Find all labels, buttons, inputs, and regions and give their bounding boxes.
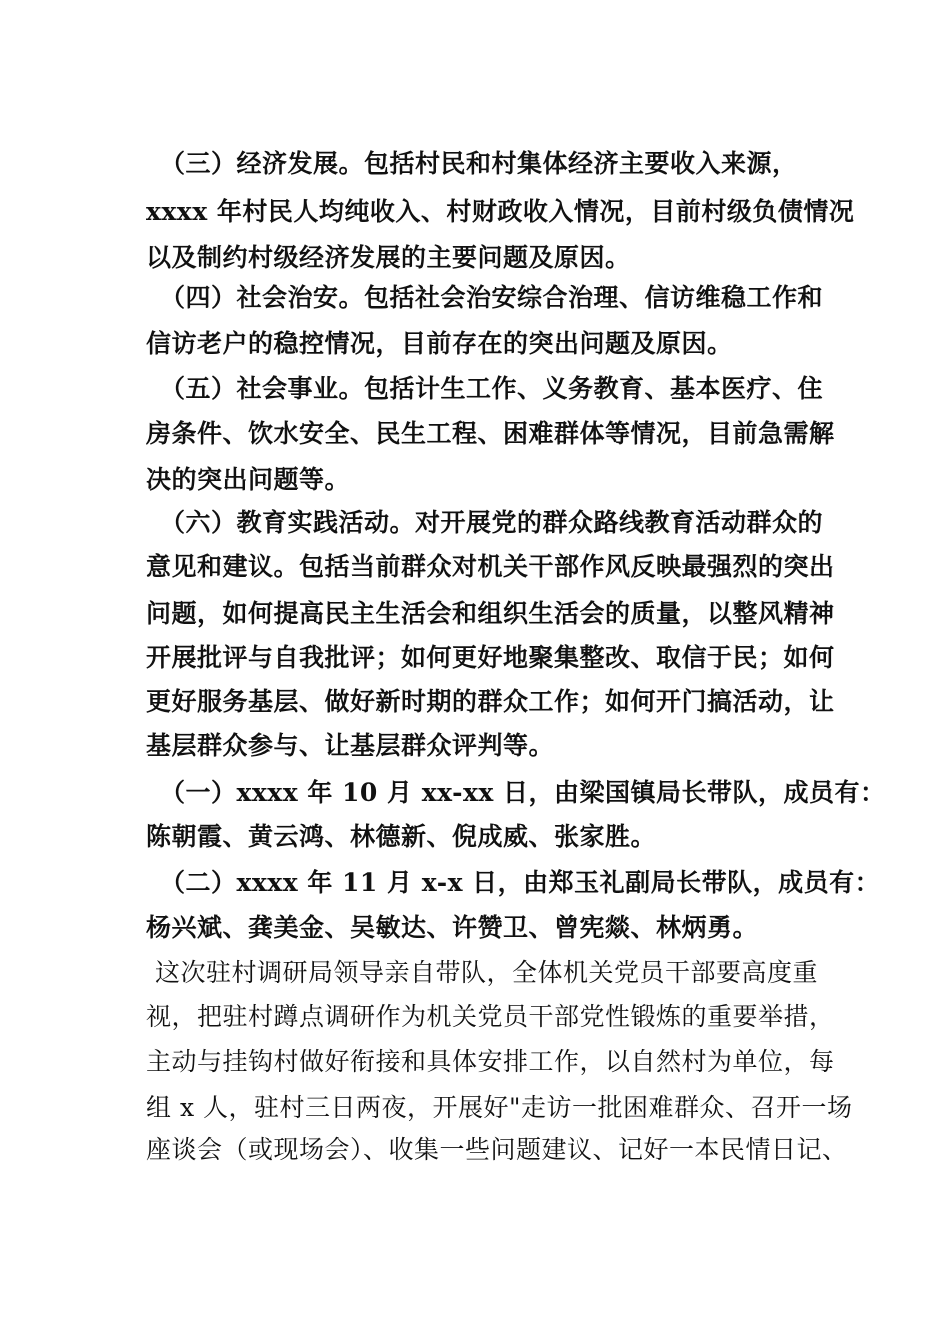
closing-paragraph-line-1: 这次驻村调研局领导亲自带队，全体机关党员干部要高度重 (155, 958, 819, 987)
team-two-line-1: （二）xxxx 年 11 月 x-x 日，由郑玉礼副局长带队，成员有： (160, 868, 881, 897)
section-education-line-4: 开展批评与自我批评；如何更好地聚集整改、取信于民；如何 (146, 643, 835, 672)
section-education-line-2: 意见和建议。包括当前群众对机关干部作风反映最强烈的突出 (146, 552, 835, 581)
section-education-line-3: 问题，如何提高民主生活会和组织生活会的质量，以整风精神 (146, 599, 835, 628)
team-one-line-2: 陈朝霞、黄云鸿、林德新、倪成威、张家胜。 (146, 822, 657, 851)
closing-paragraph-line-5: 座谈会（或现场会）、收集一些问题建议、记好一本民情日记、 (146, 1135, 848, 1164)
closing-paragraph-line-3: 主动与挂钩村做好衔接和具体安排工作，以自然村为单位，每 (146, 1047, 835, 1076)
team-two-line-2: 杨兴斌、龚美金、吴敏达、许赞卫、曾宪燚、林炳勇。 (146, 913, 759, 942)
section-security-line-1: （四）社会治安。包括社会治安综合治理、信访维稳工作和 (160, 283, 824, 312)
section-economy-line-3: 以及制约村级经济发展的主要问题及原因。 (146, 243, 631, 272)
section-education-line-1: （六）教育实践活动。对开展党的群众路线教育活动群众的 (160, 508, 824, 537)
section-education-line-5: 更好服务基层、做好新时期的群众工作；如何开门搞活动，让 (146, 687, 835, 716)
section-social-line-2: 房条件、饮水安全、民生工程、困难群体等情况，目前急需解 (146, 419, 835, 448)
section-social-line-3: 决的突出问题等。 (146, 465, 351, 494)
section-economy-line-1: （三）经济发展。包括村民和村集体经济主要收入来源， (160, 149, 798, 178)
section-social-line-1: （五）社会事业。包括计生工作、义务教育、基本医疗、住 (160, 374, 824, 403)
section-economy-line-2: xxxx 年村民人均纯收入、村财政收入情况，目前村级负债情况 (146, 197, 855, 226)
closing-paragraph-line-2: 视，把驻村蹲点调研作为机关党员干部党性锻炼的重要举措， (146, 1002, 835, 1031)
closing-paragraph-line-4: 组 x 人，驻村三日两夜，开展好"走访一批困难群众、召开一场 (146, 1093, 853, 1122)
team-one-line-1: （一）xxxx 年 10 月 xx-xx 日，由梁国镇局长带队，成员有： (160, 778, 886, 807)
section-education-line-6: 基层群众参与、让基层群众评判等。 (146, 731, 555, 760)
section-security-line-2: 信访老户的稳控情况，目前存在的突出问题及原因。 (146, 329, 733, 358)
